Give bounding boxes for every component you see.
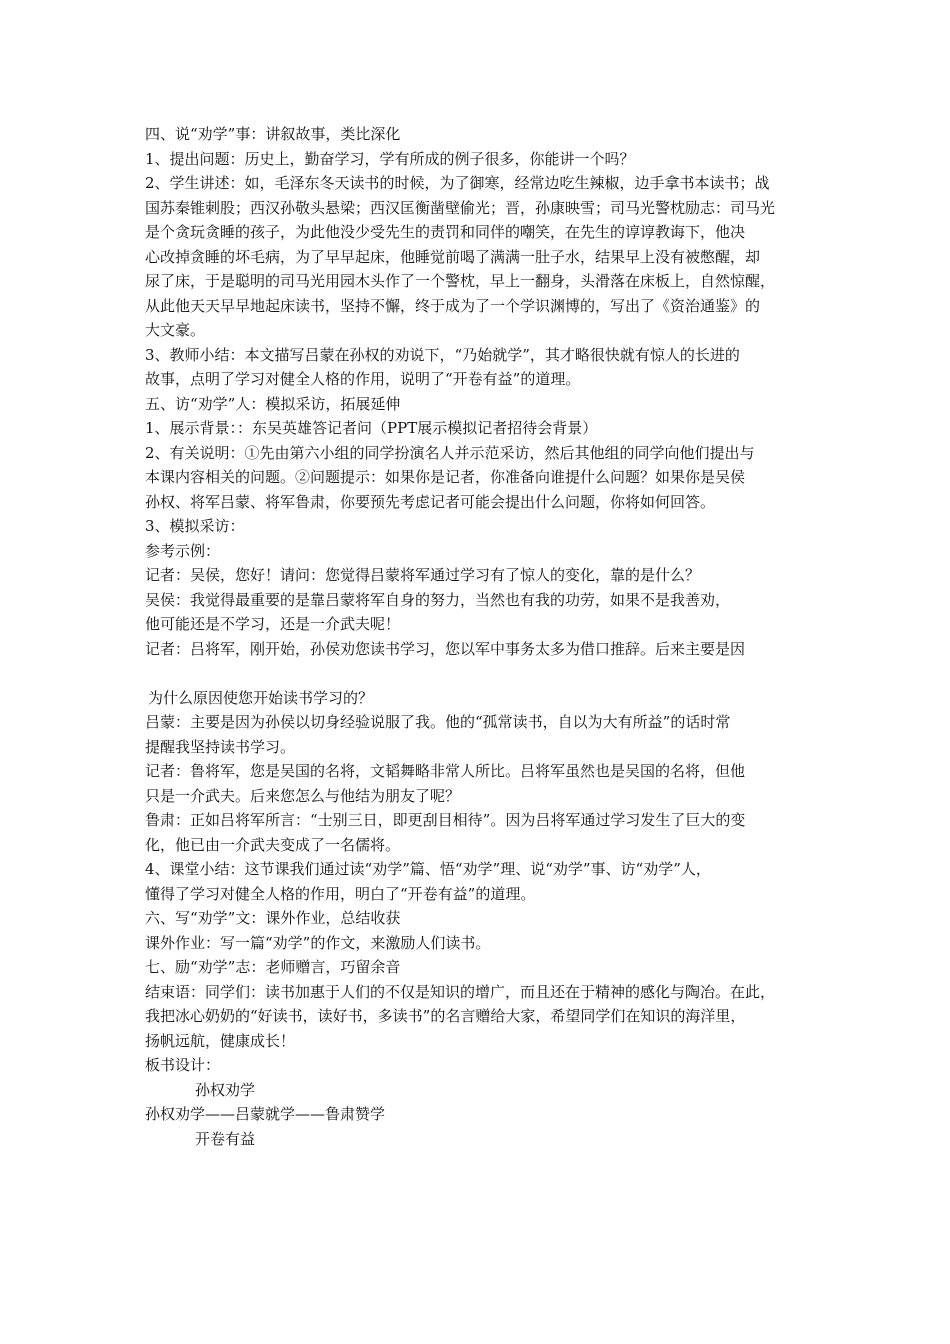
paragraph-line: 4、课堂小结：这节课我们通过读“劝学”篇、悟“劝学”理、说“劝学”事、访“劝学”人，: [145, 860, 711, 878]
dialogue-line: 吴侯：我觉得最重要的是靠吕蒙将军自身的努力，当然也有我的功劳，如果不是我善劝，: [145, 590, 731, 609]
dialogue-line: 他可能还是不学习，还是一介武夫呢！: [145, 615, 401, 633]
paragraph-line: 孙权、将军吕蒙、将军鲁肃，你要预先考虑记者可能会提出什么问题，你将如何回答。: [145, 492, 716, 511]
paragraph-line: 尿了床，于是聪明的司马光用园木头作了一个警枕，早上一翻身，头滑落在床板上，自然惊醒，: [145, 272, 776, 290]
paragraph-line: 心改掉贪睡的坏毛病，为了早早起床，他睡觉前喝了满满一肚子水，结果早上没有被憋醒，却: [145, 247, 761, 266]
board-design-bottom: 开卷有益: [195, 1129, 256, 1148]
dialogue-line: 记者：吴侯，您好！请问：您觉得吕蒙将军通过学习有了惊人的变化，靠的是什么？: [145, 566, 701, 584]
paragraph-line: 2、学生讲述：如，毛泽东冬天读书的时候，为了御寒，经常边吃生辣椒，边手拿书本读书；战: [145, 174, 770, 192]
dialogue-line: 为什么原因使您开始读书学习的？: [148, 688, 374, 707]
board-design-top: 孙权劝学: [195, 1080, 256, 1099]
paragraph-line: 国苏秦锥刺股；西汉孙敬头悬梁；西汉匡衡凿壁偷光；晋，孙康映雪；司马光警枕励志：司马光: [145, 198, 776, 217]
section-heading-7: 七、励“劝学”志：老师赠言，巧留余音: [145, 958, 401, 976]
paragraph-line: 1、提出问题：历史上，勤奋学习，学有所成的例子很多，你能讲一个吗？: [145, 149, 635, 168]
paragraph-line: 懂得了学习对健全人格的作用，明白了“开卷有益”的道理。: [145, 884, 536, 903]
paragraph-line: 结束语：同学们：读书加惠于人们的不仅是知识的增广，而且还在于精神的感化与陶冶。在此，: [145, 982, 776, 1001]
dialogue-line: 吕蒙：主要是因为孙侯以切身经验说服了我。他的“孤常读书，自以为大有所益”的话时常: [145, 713, 731, 731]
paragraph-line: 从此他天天早早地起床读书，坚持不懈，终于成为了一个学识渊博的，写出了《资治通鉴》的: [145, 296, 761, 315]
paragraph-line: 本课内容相关的问题。②问题提示：如果你是记者，你准备向谁提什么问题？如果你是吴侯: [145, 468, 746, 486]
document-body: [145, 122, 817, 1151]
dialogue-line: 鲁肃：正如吕将军所言：“士别三日，即更刮目相待”。因为吕将军通过学习发生了巨大的变: [145, 811, 746, 829]
paragraph-line: 大文豪。: [145, 321, 206, 339]
paragraph-line: 1、展示背景：：东吴英雄答记者问（PPT展示模拟记者招待会背景）: [145, 419, 598, 437]
paragraph-line: 扬帆远航，健康成长！: [145, 1031, 296, 1050]
board-design-label: 板书设计：: [145, 1056, 221, 1074]
paragraph-line: 参考示例：: [145, 541, 221, 560]
blank-line: [145, 661, 817, 686]
section-heading-5: 五、访“劝学”人：模拟采访，拓展延伸: [145, 394, 401, 413]
paragraph-line: 故事，点明了学习对健全人格的作用，说明了“开卷有益”的道理。: [145, 370, 581, 388]
paragraph-line: 是个贪玩贪睡的孩子，为此他没少受先生的责罚和同伴的嘲笑，在先生的谆谆教诲下，他决: [145, 223, 746, 241]
dialogue-line: 提醒我坚持读书学习。: [145, 737, 296, 756]
dialogue-line: 只是一介武夫。后来您怎么与他结为朋友了呢？: [145, 786, 461, 805]
paragraph-line: 3、教师小结：本文描写吕蒙在孙权的劝说下，“乃始就学”，其才略很快就有惊人的长进的: [145, 345, 740, 364]
dialogue-line: 化，他已由一介武夫变成了一名儒将。: [145, 835, 401, 854]
paragraph-line: 2、有关说明：①先由第六小组的同学扮演名人并示范采访，然后其他组的同学向他们提出与: [145, 443, 755, 462]
paragraph-line: 课外作业：写一篇“劝学”的作文，来激励人们读书。: [145, 933, 491, 952]
dialogue-line: 记者：鲁将军，您是吴国的名将，文韬舞略非常人所比。吕将军虽然也是吴国的名将，但他: [145, 762, 746, 780]
section-heading-6: 六、写“劝学”文：课外作业，总结收获: [145, 909, 401, 927]
paragraph-line: 3、模拟采访：: [145, 517, 245, 535]
dialogue-line: 记者：吕将军，刚开始，孙侯劝您读书学习，您以军中事务太多为借口推辞。后来主要是因: [145, 639, 746, 658]
paragraph-line: 我把冰心奶奶的“好读书，读好书，多读书”的名言赠给大家，希望同学们在知识的海洋里，: [145, 1007, 746, 1025]
board-design-middle: 孙权劝学——吕蒙就学——鲁肃赞学: [145, 1105, 386, 1123]
section-heading-4: 四、说“劝学”事：讲叙故事，类比深化: [145, 125, 401, 143]
